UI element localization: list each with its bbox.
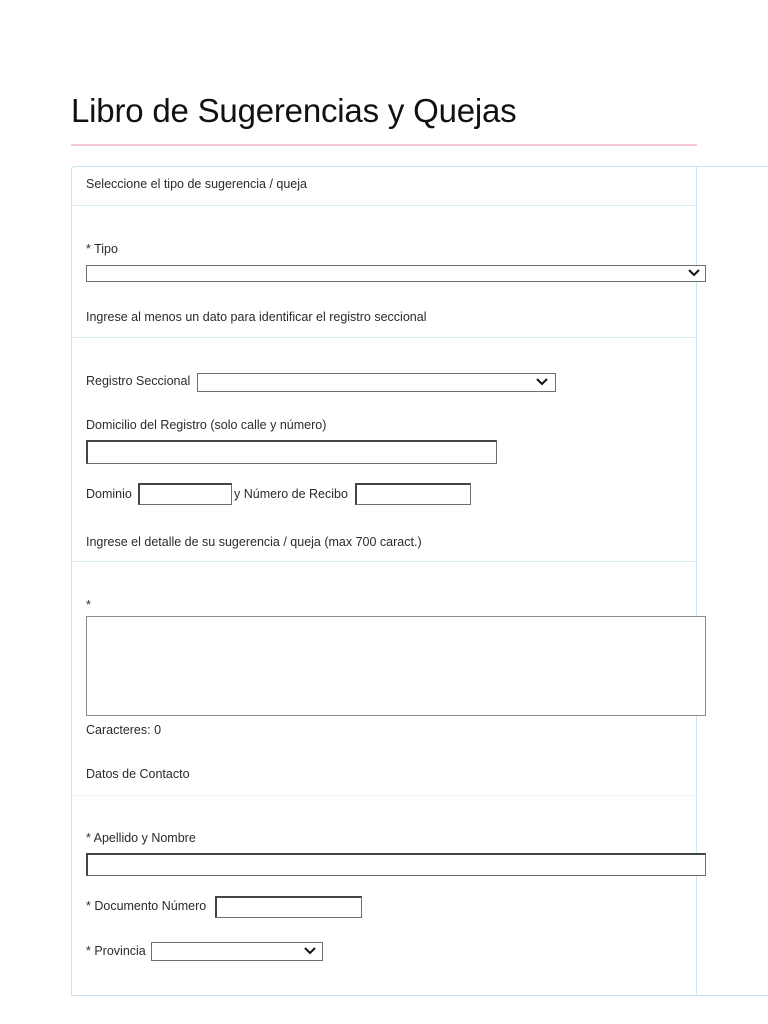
section-divider (72, 795, 697, 796)
recibo-input[interactable] (355, 483, 471, 505)
chevron-down-icon (687, 267, 701, 279)
section-header-tipo: Seleccione el tipo de sugerencia / queja (86, 177, 307, 191)
section-divider (72, 205, 697, 206)
section-header-contacto: Datos de Contacto (86, 767, 190, 781)
provincia-select[interactable] (151, 942, 323, 961)
domicilio-input[interactable] (86, 440, 497, 464)
detalle-textarea[interactable] (86, 616, 706, 716)
tipo-select[interactable] (86, 265, 706, 282)
provincia-label: * Provincia (86, 944, 146, 958)
page-title: Libro de Sugerencias y Quejas (71, 92, 517, 129)
chevron-down-icon (535, 376, 549, 388)
section-divider (72, 337, 697, 338)
documento-input[interactable] (215, 896, 362, 918)
section-header-detalle: Ingrese el detalle de su sugerencia / queja (max 700 caract.) (86, 535, 422, 549)
dominio-label: Dominio (86, 487, 132, 501)
dominio-input[interactable] (138, 483, 232, 505)
apellido-input[interactable] (86, 853, 706, 876)
registro-seccional-select[interactable] (197, 373, 556, 392)
section-header-registro: Ingrese al menos un dato para identificar el registro seccional (86, 310, 427, 324)
detalle-label: * (86, 598, 91, 612)
recibo-label: y Número de Recibo (234, 487, 348, 501)
chevron-down-icon (303, 945, 317, 957)
caracteres-counter: Caracteres: 0 (86, 723, 162, 737)
documento-label: * Documento Número (86, 899, 207, 913)
section-divider (72, 561, 697, 562)
domicilio-label: Domicilio del Registro (solo calle y número) (86, 418, 327, 432)
apellido-label: * Apellido y Nombre (86, 831, 196, 845)
tipo-label: * Tipo (86, 242, 118, 256)
title-divider (71, 144, 697, 146)
registro-seccional-label: Registro Seccional (86, 374, 191, 388)
